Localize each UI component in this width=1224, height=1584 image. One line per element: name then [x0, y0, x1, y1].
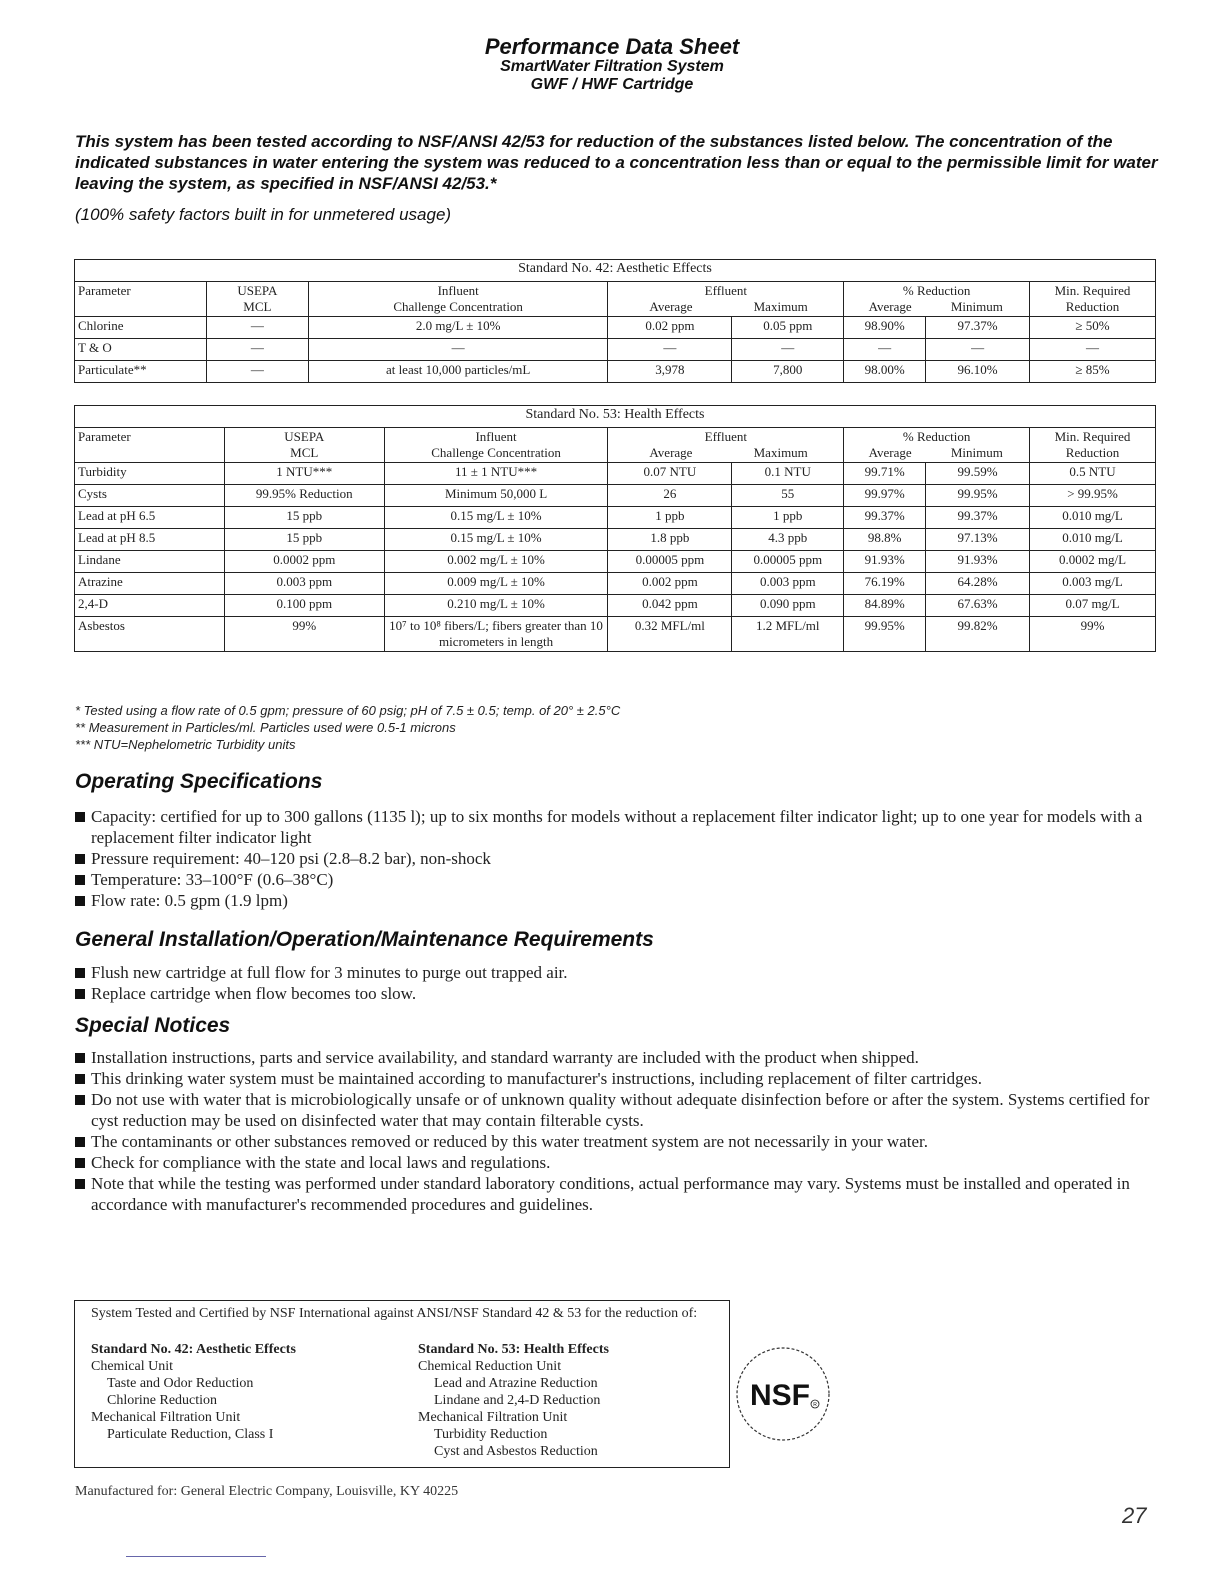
table-cell: ≥ 50% — [1030, 317, 1156, 339]
bullet-text: Installation instructions, parts and service availability, and standard warranty are included with the product when shipped. — [91, 1048, 919, 1067]
table-cell: 97.13% — [926, 529, 1030, 551]
intro-statement: This system has been tested according to NSF/ANSI 42/53 for reduction of the substances listed below. The concentration of the indicated substances in water entering the system was reduced to a concentration less than or equal to the permissible limit for water leaving the system, as specified in NSF/ANSI 42/53.* — [75, 132, 1158, 193]
bullet-item — [75, 806, 1165, 848]
operating-specs-heading: Operating Specifications — [75, 770, 323, 793]
table-cell: 0.010 mg/L — [1030, 529, 1156, 551]
square-bullet-icon — [75, 1179, 85, 1189]
general-requirements-list — [75, 962, 1165, 1004]
square-bullet-icon — [75, 968, 85, 978]
square-bullet-icon — [75, 1095, 85, 1105]
table-cell: — — [844, 339, 926, 361]
footnote: * Tested using a flow rate of 0.5 gpm; pressure of 60 psig; pH of 7.5 ± 0.5; temp. of 20° ± 2.5°C — [75, 703, 621, 718]
table-cell: 1 ppb — [732, 507, 844, 529]
footnotes — [75, 702, 620, 753]
table-cell: 98.8% — [844, 529, 926, 551]
table-cell: 0.15 mg/L ± 10% — [384, 507, 608, 529]
col-header: USEPA MCL — [224, 428, 384, 463]
table-cell: Particulate** — [75, 361, 207, 383]
table-cell: 99.59% — [926, 463, 1030, 485]
table-cell: — — [206, 361, 308, 383]
table-cell: 98.90% — [844, 317, 926, 339]
bullet-text: Capacity: certified for up to 300 gallons (1135 l); up to six months for models without a replacement filter indicator light; up to one year for models with a replacement filter indicator light — [91, 807, 1143, 847]
table-cell: 7,800 — [732, 361, 844, 383]
bullet-item — [75, 1173, 1165, 1215]
table-cell: 3,978 — [608, 361, 732, 383]
table-cell: 0.07 NTU — [608, 463, 732, 485]
table-cell: 96.10% — [926, 361, 1030, 383]
table-cell: 0.090 ppm — [732, 595, 844, 617]
bullet-text: Flow rate: 0.5 gpm (1.9 lpm) — [91, 891, 288, 910]
table-cell: 1.8 ppb — [608, 529, 732, 551]
table-cell: ≥ 85% — [1030, 361, 1156, 383]
cert-line: Turbidity Reduction — [434, 1427, 548, 1442]
footer-rule — [126, 1556, 266, 1557]
table-cell: — — [206, 339, 308, 361]
table-row — [75, 339, 1156, 361]
col-header: % Reduction Average Minimum — [844, 282, 1030, 317]
bullet-text: Temperature: 33–100°F (0.6–38°C) — [91, 870, 334, 889]
table-cell: 4.3 ppb — [732, 529, 844, 551]
cert-line: Chlorine Reduction — [107, 1393, 218, 1408]
col-header: Min. Required Reduction — [1030, 282, 1156, 317]
table-cell: 2,4-D — [75, 595, 225, 617]
table-cell: 84.89% — [844, 595, 926, 617]
table-cell: 1 NTU*** — [224, 463, 384, 485]
table-caption: Standard No. 42: Aesthetic Effects — [75, 260, 1156, 282]
table-row — [75, 617, 1156, 652]
table-cell: 99% — [1030, 617, 1156, 652]
footnote: *** NTU=Nephelometric Turbidity units — [75, 737, 296, 752]
table-cell: 76.19% — [844, 573, 926, 595]
table-cell: 10⁷ to 10⁸ fibers/L; fibers greater than 10 micrometers in length — [384, 617, 608, 652]
table-cell: 0.002 ppm — [608, 573, 732, 595]
table-cell: 0.003 ppm — [732, 573, 844, 595]
standard-53-table — [74, 405, 1156, 652]
table-row — [75, 317, 1156, 339]
table-cell: 99.71% — [844, 463, 926, 485]
table-cell: 0.15 mg/L ± 10% — [384, 529, 608, 551]
table-row — [75, 463, 1156, 485]
table-cell: Atrazine — [75, 573, 225, 595]
bullet-item — [75, 1068, 1165, 1089]
nsf-logo-icon — [733, 1344, 833, 1444]
cert-line: Lindane and 2,4-D Reduction — [434, 1393, 601, 1408]
square-bullet-icon — [75, 989, 85, 999]
bullet-text: Flush new cartridge at full flow for 3 minutes to purge out trapped air. — [91, 963, 568, 982]
safety-factor-note: (100% safety factors built in for unmetered usage) — [75, 205, 452, 224]
bullet-item — [75, 962, 1165, 983]
table-cell: 99.37% — [844, 507, 926, 529]
table-cell: Asbestos — [75, 617, 225, 652]
col-header: Effluent Average Maximum — [608, 428, 844, 463]
table-cell: 0.00005 ppm — [732, 551, 844, 573]
cert-line: Lead and Atrazine Reduction — [434, 1376, 598, 1391]
square-bullet-icon — [75, 896, 85, 906]
table-cell: 1.2 MFL/ml — [732, 617, 844, 652]
col-header: USEPA MCL — [206, 282, 308, 317]
bullet-item — [75, 890, 1165, 911]
table-cell: 91.93% — [844, 551, 926, 573]
table-cell: 0.100 ppm — [224, 595, 384, 617]
table-cell: 64.28% — [926, 573, 1030, 595]
table-cell: Lindane — [75, 551, 225, 573]
table-cell: 0.002 mg/L ± 10% — [384, 551, 608, 573]
col-header: Min. Required Reduction — [1030, 428, 1156, 463]
col-header: % Reduction Average Minimum — [844, 428, 1030, 463]
table-cell: 99.82% — [926, 617, 1030, 652]
cert-line: Cyst and Asbestos Reduction — [434, 1444, 598, 1459]
square-bullet-icon — [75, 1137, 85, 1147]
table-cell: 0.00005 ppm — [608, 551, 732, 573]
table-cell: Cysts — [75, 485, 225, 507]
table-cell: T & O — [75, 339, 207, 361]
table-cell: 67.63% — [926, 595, 1030, 617]
cert-line: Particulate Reduction, Class I — [107, 1427, 274, 1442]
operating-specs-list — [75, 806, 1165, 911]
square-bullet-icon — [75, 1074, 85, 1084]
col-header: Influent Challenge Concentration — [384, 428, 608, 463]
table-cell: 0.010 mg/L — [1030, 507, 1156, 529]
cert-line: Chemical Unit — [91, 1359, 174, 1374]
special-notices-heading: Special Notices — [75, 1014, 231, 1037]
bullet-item — [75, 1089, 1165, 1131]
bullet-item — [75, 1047, 1165, 1068]
col-header: Influent Challenge Concentration — [308, 282, 608, 317]
cert-col-title: Standard No. 42: Aesthetic Effects — [91, 1342, 296, 1357]
table-cell: 99.95% — [844, 617, 926, 652]
col-header: Parameter — [75, 428, 225, 463]
table-cell: 99.97% — [844, 485, 926, 507]
table-cell: at least 10,000 particles/mL — [308, 361, 608, 383]
bullet-item — [75, 1152, 1165, 1173]
square-bullet-icon — [75, 875, 85, 885]
table-cell: 15 ppb — [224, 529, 384, 551]
table-row — [75, 573, 1156, 595]
table-cell: 15 ppb — [224, 507, 384, 529]
table-cell: 11 ± 1 NTU*** — [384, 463, 608, 485]
page-title: Performance Data Sheet — [484, 34, 740, 59]
general-requirements-heading: General Installation/Operation/Maintenance Requirements — [75, 928, 654, 951]
manufacturer-line: Manufactured for: General Electric Company, Louisville, KY 40225 — [75, 1484, 459, 1499]
table-cell: — — [206, 317, 308, 339]
table-cell: — — [926, 339, 1030, 361]
col-header: Parameter — [75, 282, 207, 317]
svg-text:R: R — [813, 1402, 817, 1408]
col-header: Effluent Average Maximum — [608, 282, 844, 317]
table-cell: 99.95% Reduction — [224, 485, 384, 507]
square-bullet-icon — [75, 812, 85, 822]
cert-col-53 — [418, 1341, 609, 1460]
table-cell: 91.93% — [926, 551, 1030, 573]
cert-line: Mechanical Filtration Unit — [91, 1410, 241, 1425]
table-row — [75, 595, 1156, 617]
table-cell: 0.5 NTU — [1030, 463, 1156, 485]
table-cell: 99.95% — [926, 485, 1030, 507]
bullet-text: This drinking water system must be maintained according to manufacturer's instructions, including replacement of filter cartridges. — [91, 1069, 983, 1088]
table-cell: 97.37% — [926, 317, 1030, 339]
page-subtitle: SmartWater Filtration System — [500, 58, 724, 75]
table-row — [75, 529, 1156, 551]
table-cell: 1 ppb — [608, 507, 732, 529]
footnote: ** Measurement in Particles/ml. Particles used were 0.5-1 microns — [75, 720, 456, 735]
table-cell: 0.003 mg/L — [1030, 573, 1156, 595]
bullet-text: The contaminants or other substances removed or reduced by this water treatment system are not necessarily in your water. — [91, 1132, 928, 1151]
table-cell: Turbidity — [75, 463, 225, 485]
table-cell: 0.1 NTU — [732, 463, 844, 485]
table-cell: — — [1030, 339, 1156, 361]
bullet-text: Do not use with water that is microbiologically unsafe or of unknown quality without adequate disinfection before or after the system. Systems certified for cyst reduction may be used on disinfected water that may contain filterable cysts. — [91, 1090, 1150, 1130]
standard-42-table — [74, 259, 1156, 383]
square-bullet-icon — [75, 1158, 85, 1168]
page-number: 27 — [1122, 1503, 1147, 1528]
table-cell: Lead at pH 8.5 — [75, 529, 225, 551]
cert-line: Chemical Reduction Unit — [418, 1359, 562, 1374]
certification-box — [74, 1300, 730, 1468]
table-cell: 0.003 ppm — [224, 573, 384, 595]
table-cell: 0.042 ppm — [608, 595, 732, 617]
table-cell: 0.32 MFL/ml — [608, 617, 732, 652]
bullet-text: Check for compliance with the state and local laws and regulations. — [91, 1153, 551, 1172]
table-cell: 99.37% — [926, 507, 1030, 529]
table-cell: 0.02 ppm — [608, 317, 732, 339]
cert-col-42 — [91, 1341, 296, 1443]
table-cell: Chlorine — [75, 317, 207, 339]
table-cell: 0.05 ppm — [732, 317, 844, 339]
table-cell: 0.07 mg/L — [1030, 595, 1156, 617]
bullet-text: Note that while the testing was performed under standard laboratory conditions, actual performance may vary. Systems must be installed and operated in accordance with manufacturer's recommended procedures and guidelines. — [91, 1174, 1130, 1214]
special-notices-list — [75, 1047, 1165, 1215]
table-row — [75, 507, 1156, 529]
table-cell: 98.00% — [844, 361, 926, 383]
square-bullet-icon — [75, 854, 85, 864]
table-row — [75, 485, 1156, 507]
square-bullet-icon — [75, 1053, 85, 1063]
cert-line: Taste and Odor Reduction — [107, 1376, 254, 1391]
table-cell: Minimum 50,000 L — [384, 485, 608, 507]
bullet-text: Pressure requirement: 40–120 psi (2.8–8.2 bar), non-shock — [91, 849, 491, 868]
table-cell: 55 — [732, 485, 844, 507]
table-caption: Standard No. 53: Health Effects — [75, 406, 1156, 428]
nsf-logo-text: NSF — [750, 1379, 810, 1412]
table-cell: — — [308, 339, 608, 361]
cert-line: Mechanical Filtration Unit — [418, 1410, 568, 1425]
table-row — [75, 551, 1156, 573]
bullet-item — [75, 983, 1165, 1004]
table-cell: 0.210 mg/L ± 10% — [384, 595, 608, 617]
table-cell: — — [732, 339, 844, 361]
bullet-text: Replace cartridge when flow becomes too slow. — [91, 984, 417, 1003]
table-cell: Lead at pH 6.5 — [75, 507, 225, 529]
cert-col-title: Standard No. 53: Health Effects — [418, 1342, 609, 1357]
table-cell: 2.0 mg/L ± 10% — [308, 317, 608, 339]
bullet-item — [75, 1131, 1165, 1152]
table-row — [75, 361, 1156, 383]
table-cell: 0.009 mg/L ± 10% — [384, 573, 608, 595]
table-cell: 0.0002 mg/L — [1030, 551, 1156, 573]
table-cell: 26 — [608, 485, 732, 507]
table-cell: 99% — [224, 617, 384, 652]
cert-intro: System Tested and Certified by NSF International against ANSI/NSF Standard 42 & 53 for the reduction of: — [91, 1306, 698, 1321]
bullet-item — [75, 869, 1165, 890]
bullet-item — [75, 848, 1165, 869]
table-cell: 0.0002 ppm — [224, 551, 384, 573]
table-cell: — — [608, 339, 732, 361]
cartridge-model: GWF / HWF Cartridge — [530, 76, 694, 93]
table-cell: > 99.95% — [1030, 485, 1156, 507]
